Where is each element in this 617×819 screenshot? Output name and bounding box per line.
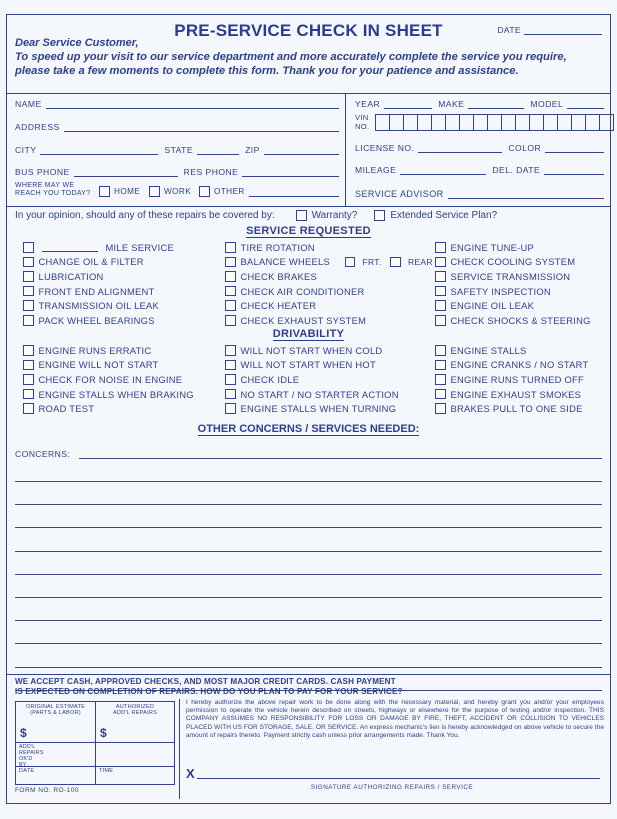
checkbox-item[interactable] (225, 313, 438, 328)
coverage-option-label: Warranty? (311, 210, 358, 221)
checkbox-item[interactable] (23, 358, 194, 373)
checkbox-icon[interactable] (435, 360, 446, 371)
checkbox-label: ENGINE STALLS WHEN TURNING (240, 403, 397, 415)
sub-option-label: REAR (407, 256, 433, 267)
vin-box[interactable] (544, 115, 558, 130)
checkbox-item[interactable] (23, 372, 194, 387)
checkbox-item[interactable] (435, 298, 591, 313)
model-label: MODEL (530, 99, 564, 109)
form-footer (7, 674, 610, 803)
drivability-grid (7, 343, 610, 421)
authorized-header-line-1: AUTHORIZED (115, 704, 155, 710)
checkbox-label: CHECK IDLE (240, 373, 300, 385)
license-color-field[interactable] (355, 142, 604, 153)
checkbox-icon[interactable] (296, 210, 307, 221)
vin-box[interactable] (432, 115, 446, 130)
checkbox-item[interactable] (435, 269, 591, 284)
checkbox-label: CHECK BRAKES (240, 270, 317, 282)
sub-option-label: FRT. (362, 256, 382, 267)
authorized-header-line-2: ADD'L REPAIRS (112, 710, 158, 717)
checkbox-icon[interactable] (225, 389, 236, 400)
state-input[interactable] (197, 144, 239, 155)
checkbox-label: NO START / NO STARTER ACTION (240, 388, 399, 400)
drivability-column-1 (23, 343, 194, 416)
checkbox-icon[interactable] (225, 345, 236, 356)
checkbox-icon[interactable] (225, 300, 236, 311)
checkbox-label: PACK WHEEL BEARINGS (38, 314, 155, 326)
checkbox-label: CHECK SHOCKS & STEERING (450, 314, 591, 326)
currency-symbol: $ (20, 726, 27, 740)
coverage-question-row (7, 206, 610, 224)
original-estimate-header-line-2: (PARTS & LABOR) (30, 710, 81, 717)
checkbox-label: SERVICE TRANSMISSION (450, 270, 571, 282)
checkbox-label: ENGINE STALLS (450, 344, 527, 356)
reach-option-home[interactable] (99, 186, 140, 197)
vin-box[interactable] (530, 115, 544, 130)
checkbox-label: BALANCE WHEELS (240, 256, 330, 268)
checkbox-label: ENGINE STALLS WHEN BRAKING (38, 388, 194, 400)
vin-box[interactable] (516, 115, 530, 130)
checkbox-icon[interactable] (225, 242, 236, 253)
checkbox-item[interactable] (435, 284, 591, 299)
checkbox-icon[interactable] (345, 257, 356, 268)
checkbox-item[interactable] (23, 343, 194, 358)
payment-note (7, 675, 610, 698)
reach-option-other[interactable] (199, 186, 245, 197)
signature-row[interactable] (186, 766, 600, 779)
checkbox-icon[interactable] (23, 403, 34, 414)
greeting-text: Dear Service Customer, (15, 37, 139, 49)
checkbox-item[interactable] (225, 269, 438, 284)
city-label: CITY (15, 145, 37, 155)
okd-by-label (16, 742, 174, 768)
checkbox-label: TRANSMISSION OIL LEAK (38, 300, 160, 312)
estimate-table-row-amounts (16, 702, 174, 743)
coverage-option-extended-plan[interactable] (374, 210, 497, 221)
checkbox-item[interactable] (225, 358, 399, 373)
form-number: FORM NO. RO-100 (15, 787, 79, 794)
vin-box[interactable] (390, 115, 404, 130)
checkbox-icon[interactable] (225, 286, 236, 297)
vin-box[interactable] (446, 115, 460, 130)
checkbox-icon[interactable] (390, 257, 401, 268)
reach-label-line-1: WHERE MAY WE (15, 182, 75, 189)
authorization-box (179, 699, 604, 799)
header-date-field[interactable] (497, 25, 602, 35)
zip-label: ZIP (245, 145, 260, 155)
checkbox-label: CHECK COOLING SYSTEM (450, 256, 576, 268)
estimate-table-row-okdby[interactable] (16, 742, 174, 767)
drivability-heading-text: DRIVABILITY (272, 328, 345, 340)
vin-box[interactable] (418, 115, 432, 130)
vehicle-info-section (347, 94, 610, 206)
intro-blurb (15, 51, 604, 78)
checkbox-item[interactable] (435, 401, 588, 416)
vin-box[interactable] (600, 115, 614, 130)
checkbox-label: WILL NOT START WHEN HOT (240, 359, 376, 371)
checkbox-label: ENGINE TUNE-UP (450, 241, 535, 253)
vin-box[interactable] (572, 115, 586, 130)
sub-option-group (345, 257, 438, 268)
make-input[interactable] (468, 98, 524, 109)
checkbox-label: SAFETY INSPECTION (450, 285, 551, 297)
checkbox-label: LUBRICATION (38, 270, 104, 282)
checkbox-icon[interactable] (225, 271, 236, 282)
checkbox-label: BRAKES PULL TO ONE SIDE (450, 403, 583, 415)
checkbox-icon[interactable] (435, 300, 446, 311)
checkbox-icon[interactable] (23, 315, 34, 326)
concerns-label: CONCERNS: (15, 449, 71, 459)
checkbox-icon[interactable] (23, 286, 34, 297)
res-phone-input[interactable] (242, 166, 339, 177)
mileage-label: MILEAGE (355, 165, 397, 175)
authorized-header (96, 702, 174, 717)
concerns-line[interactable] (15, 504, 602, 505)
payment-note-line-1: WE ACCEPT CASH, APPROVED CHECKS, AND MOST MAJOR CREDIT CARDS. CASH PAYMENT (15, 677, 396, 686)
checkbox-icon[interactable] (435, 389, 446, 400)
signature-x-mark: X (186, 766, 195, 781)
checkbox-item[interactable] (23, 401, 194, 416)
service-requested-column-1 (23, 240, 174, 328)
concerns-line[interactable] (15, 667, 602, 668)
estimate-table (15, 701, 175, 785)
state-label: STATE (164, 145, 194, 155)
checkbox-icon[interactable] (23, 374, 34, 385)
coverage-option-label: Extended Service Plan? (390, 210, 498, 221)
vin-box[interactable] (474, 115, 488, 130)
intro-blurb-line-2: please take a few moments to complete this form. Thank you for your patience and assistance. (15, 64, 519, 77)
estimate-table-row-datetime (16, 766, 174, 784)
checkbox-icon[interactable] (199, 186, 210, 197)
address-input[interactable] (64, 121, 339, 132)
checkbox-icon[interactable] (225, 374, 236, 385)
checkbox-item[interactable] (435, 343, 588, 358)
service-requested-heading-text: SERVICE REQUESTED (246, 225, 371, 237)
okd-by-line-4: BY (19, 762, 27, 768)
signature-caption: SIGNATURE AUTHORIZING REPAIRS / SERVICE (310, 784, 474, 791)
address-label: ADDRESS (15, 122, 60, 132)
checkbox-icon[interactable] (374, 210, 385, 221)
zip-input[interactable] (264, 144, 339, 155)
checkbox-icon[interactable] (225, 360, 236, 371)
checkbox-icon[interactable] (435, 286, 446, 297)
phone-field[interactable] (15, 166, 339, 177)
city-input[interactable] (40, 144, 158, 155)
checkbox-item[interactable] (23, 387, 194, 402)
address-field[interactable] (15, 121, 339, 132)
footer-body (7, 699, 610, 803)
coverage-question-text: In your opinion, should any of these repairs be covered by: (15, 210, 275, 221)
year-make-model-field[interactable] (355, 98, 604, 109)
checkbox-icon[interactable] (435, 403, 446, 414)
color-input[interactable] (545, 142, 604, 153)
make-label: MAKE (438, 99, 465, 109)
checkbox-item[interactable] (435, 240, 591, 255)
original-estimate-header (16, 702, 95, 717)
checkbox-icon[interactable] (225, 315, 236, 326)
checkbox-label: ROAD TEST (38, 403, 95, 415)
coverage-option-warranty[interactable] (296, 210, 358, 221)
name-label: NAME (15, 99, 42, 109)
vin-box[interactable] (558, 115, 572, 130)
vin-label-line-1: VIN (355, 113, 369, 123)
checkbox-item[interactable] (23, 313, 174, 328)
drivability-column-2 (225, 343, 399, 416)
name-input[interactable] (46, 98, 339, 109)
bus-phone-label: BUS PHONE (15, 167, 70, 177)
footer-date-cell[interactable] (16, 766, 95, 784)
customer-info-section (7, 94, 345, 206)
vin-label-line-2: NO. (355, 121, 370, 131)
checkbox-item[interactable] (225, 298, 438, 313)
service-requested-column-2 (225, 240, 438, 328)
reach-option-label: OTHER (214, 187, 245, 196)
checkbox-label: CHECK EXHAUST SYSTEM (240, 314, 367, 326)
checkbox-label: ENGINE CRANKS / NO START (450, 359, 589, 371)
license-label: LICENSE NO. (355, 143, 415, 153)
checkbox-icon[interactable] (435, 271, 446, 282)
checkbox-item[interactable] (225, 255, 438, 270)
vin-label (355, 114, 375, 131)
del-date-label: DEL. DATE (492, 165, 541, 175)
form-sheet (6, 14, 611, 804)
authorized-addl-repairs-cell[interactable] (96, 702, 174, 742)
checkbox-item[interactable] (23, 269, 174, 284)
footer-date-label: DATE (19, 768, 35, 774)
year-label: YEAR (355, 99, 381, 109)
checkbox-item[interactable] (225, 343, 399, 358)
date-rule[interactable] (524, 25, 602, 35)
checkbox-item[interactable] (23, 240, 174, 255)
concerns-area (7, 435, 610, 685)
checkbox-icon[interactable] (435, 315, 446, 326)
form-header (7, 15, 610, 93)
concerns-line[interactable] (15, 527, 602, 528)
checkbox-icon[interactable] (225, 257, 236, 268)
checkbox-item[interactable] (23, 255, 174, 270)
original-estimate-cell[interactable] (16, 702, 95, 742)
reach-you-label (15, 182, 90, 197)
mile-service-input[interactable] (42, 243, 98, 252)
service-requested-column-3 (435, 240, 591, 328)
vin-box[interactable] (488, 115, 502, 130)
res-phone-label: RES PHONE (183, 167, 239, 177)
concerns-line[interactable] (15, 551, 602, 552)
concerns-line[interactable] (15, 574, 602, 575)
reach-option-label: HOME (114, 187, 141, 196)
currency-symbol: $ (100, 726, 107, 740)
checkbox-label: CHECK AIR CONDITIONER (240, 285, 365, 297)
okd-by-line-2: REPAIRS (19, 750, 44, 756)
checkbox-icon[interactable] (23, 345, 34, 356)
checkbox-item[interactable] (225, 284, 438, 299)
service-advisor-label: SERVICE ADVISOR (355, 189, 444, 199)
city-state-zip-field[interactable] (15, 144, 339, 155)
checkbox-label: CHECK FOR NOISE IN ENGINE (38, 373, 183, 385)
model-input[interactable] (567, 98, 604, 109)
mileage-input[interactable] (400, 164, 486, 175)
other-concerns-heading (7, 423, 610, 435)
vin-box[interactable] (502, 115, 516, 130)
checkbox-icon[interactable] (435, 257, 446, 268)
checkbox-item[interactable] (225, 240, 438, 255)
footer-time-label: TIME (99, 768, 114, 774)
checkbox-item[interactable] (435, 358, 588, 373)
mileage-deldate-field[interactable] (355, 164, 604, 175)
drivability-column-3 (435, 343, 588, 416)
checkbox-item[interactable] (225, 372, 399, 387)
reach-label-line-2: REACH YOU TODAY? (15, 189, 91, 197)
info-block (7, 93, 610, 206)
checkbox-item[interactable] (435, 372, 588, 387)
checkbox-label: ENGINE EXHAUST SMOKES (450, 388, 582, 400)
checkbox-label: CHANGE OIL & FILTER (38, 256, 144, 268)
checkbox-icon[interactable] (225, 403, 236, 414)
checkbox-label: WILL NOT START WHEN COLD (240, 344, 383, 356)
original-estimate-header-line-1: ORIGINAL ESTIMATE (25, 704, 86, 710)
checkbox-item[interactable] (225, 387, 399, 402)
checkbox-item[interactable] (225, 401, 399, 416)
license-input[interactable] (418, 142, 502, 153)
vin-box[interactable] (376, 115, 390, 130)
page-title: PRE-SERVICE CHECK IN SHEET (174, 21, 443, 40)
name-field[interactable] (15, 98, 339, 109)
vin-field[interactable] (355, 114, 614, 131)
checkbox-icon[interactable] (435, 345, 446, 356)
checkbox-label: FRONT END ALIGNMENT (38, 285, 155, 297)
other-concerns-heading-text: OTHER CONCERNS / SERVICES NEEDED: (197, 423, 420, 435)
checkbox-item[interactable] (435, 387, 588, 402)
bus-phone-input[interactable] (74, 166, 178, 177)
checkbox-icon[interactable] (23, 242, 34, 253)
concerns-line[interactable] (79, 458, 602, 459)
info-vertical-divider (345, 94, 346, 206)
signature-input[interactable] (197, 766, 600, 779)
checkbox-icon[interactable] (23, 257, 34, 268)
date-label: DATE (497, 25, 521, 35)
checkbox-label: CHECK HEATER (240, 300, 317, 312)
checkbox-icon[interactable] (435, 242, 446, 253)
checkbox-label: TIRE ROTATION (240, 241, 315, 253)
footer-time-cell[interactable] (96, 766, 174, 784)
checkbox-item[interactable] (23, 284, 174, 299)
checkbox-icon[interactable] (23, 300, 34, 311)
intro-blurb-line-1: To speed up your visit to our service department and more accurately complete the service you require, (15, 51, 567, 63)
checkbox-icon[interactable] (23, 389, 34, 400)
checkbox-item[interactable] (435, 313, 591, 328)
checkbox-icon[interactable] (435, 374, 446, 385)
okd-by-line-1: ADD'L (19, 744, 36, 750)
checkbox-icon[interactable] (149, 186, 160, 197)
checkbox-label: ENGINE RUNS TURNED OFF (450, 373, 584, 385)
service-advisor-field[interactable] (355, 188, 604, 199)
del-date-input[interactable] (544, 164, 604, 175)
service-advisor-input[interactable] (448, 188, 604, 199)
concerns-line[interactable] (15, 481, 602, 482)
payment-note-line-2: IS EXPECTED ON COMPLETION OF REPAIRS. HOW DO YOU PLAN TO PAY FOR YOUR SERVICE? (15, 686, 403, 696)
color-label: COLOR (508, 143, 542, 153)
legal-text: I hereby authorize the above repair work to be done along with the necessary material, and hereby grant you and/or your employees permission to operate the vehicle herein described on streets, highways or elsewhere for the purpose of testing and/or inspection. THIS COMPANY ASSUMES NO RESPONSIBILITY FOR LOSS OR DAMAGE BY FIRE, THEFT, ACCIDENT OR COLLISION TO VEHICLES PLACED WITH US FOR STORAGE, SALE, OR SERVICE. An express mechanic's lien is hereby acknowledged on above vehicle to secure the amount of repairs thereto. Payment strictly cash unless prior arrangements made. Thank You. (186, 699, 604, 739)
vin-box[interactable] (404, 115, 418, 130)
year-input[interactable] (384, 98, 432, 109)
checkbox-item[interactable] (435, 255, 591, 270)
concerns-line[interactable] (15, 643, 602, 644)
checkbox-label: ENGINE WILL NOT START (38, 359, 159, 371)
checkbox-label: ENGINE RUNS ERRATIC (38, 344, 152, 356)
vin-box[interactable] (586, 115, 600, 130)
concerns-line[interactable] (15, 597, 602, 598)
checkbox-icon[interactable] (99, 186, 110, 197)
checkbox-item[interactable] (23, 298, 174, 313)
checkbox-icon[interactable] (23, 271, 34, 282)
service-requested-grid (7, 240, 610, 332)
reach-other-input[interactable] (249, 186, 339, 197)
vin-boxes[interactable] (375, 114, 614, 131)
okd-by-line-3: OK'D (19, 756, 33, 762)
vin-box[interactable] (460, 115, 474, 130)
reach-option-label: WORK (164, 187, 192, 196)
checkbox-label: ENGINE OIL LEAK (450, 300, 535, 312)
concerns-line[interactable] (15, 620, 602, 621)
checkbox-icon[interactable] (23, 360, 34, 371)
checkbox-label: MILE SERVICE (105, 241, 174, 253)
service-requested-heading (7, 225, 610, 237)
reach-option-work[interactable] (149, 186, 191, 197)
